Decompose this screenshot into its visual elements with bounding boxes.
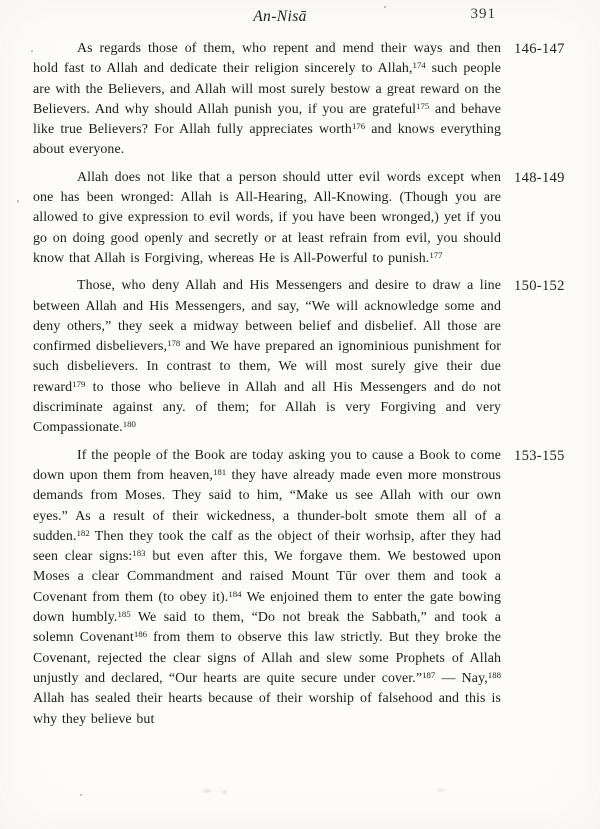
footnote-ref: 176 <box>351 121 366 132</box>
scan-speck <box>31 50 33 52</box>
paragraph-row <box>33 39 580 161</box>
paragraph-text: Allah does not like that a person should utter evil words except when one has been wronged: Allah is All-Hearing, All-Knowing. (Though you are allowed to give expression to evil words, if you have been wronged,) yet if you go on doing good openly and secretly or at least refrain from evil, you should know that Allah is Forgiving, whereas He is All-Powerful to punish.$^{177}$ <box>33 169 501 266</box>
verse-range-label: 150-152 <box>514 278 565 295</box>
footnote-ref: 174 <box>412 60 426 71</box>
paragraph-row <box>33 276 580 438</box>
verse-range-label: 153-155 <box>514 447 565 464</box>
surah-title: An-Nisā <box>253 8 307 25</box>
footnote-ref: 186 <box>133 629 148 640</box>
scan-speck <box>80 794 82 796</box>
scan-smudge <box>203 790 211 792</box>
footnote-ref: 180 <box>122 419 136 430</box>
footnote-ref: 175 <box>416 100 430 111</box>
page-number: 391 <box>470 6 496 22</box>
footnote-ref: 188 <box>487 669 501 680</box>
paragraph-text: As regards those of them, who repent and mend their ways and then hold fast to Allah and dedicate their religion sincerely to Allah,$^{174}$ such people are with the Believers, and Allah will most surely bestow a great reward on the Believers. And why should Allah punish you, if you are grateful$^{175}$ and behave like true Believers? For Allah fully appreciates worth$^{176}$ and knows everything about everyone. <box>33 41 501 158</box>
paragraph-row <box>33 168 580 269</box>
footnote-ref: 182 <box>76 527 90 538</box>
scan-smudge <box>222 791 227 793</box>
footnote-ref: 181 <box>212 466 227 477</box>
footnote-ref: 187 <box>422 669 436 680</box>
scan-speck <box>384 6 386 8</box>
scan-speck <box>17 200 19 203</box>
text-body <box>33 39 580 829</box>
footnote-ref: 184 <box>228 588 242 599</box>
footnote-ref: 178 <box>167 338 181 349</box>
verse-range-label: 148-149 <box>514 169 565 186</box>
footnote-ref: 183 <box>132 548 146 559</box>
footnote-ref: 179 <box>72 378 86 389</box>
footnote-ref: 185 <box>117 608 131 619</box>
paragraph-row <box>33 446 580 730</box>
footnote-ref: 177 <box>429 249 443 260</box>
paragraph-text: If the people of the Book are today asking you to cause a Book to come down upon them from heaven,$^{181}$ they have already made even more monstrous demands from Moses. They said to him, “Make us see Allah with our own eyes.” As a result of their wickedness, a thunder-bolt smote them all of a sudden.$^{182}$ Then they took the calf as the object of their worhsip, after they had seen clear signs:$^{183}$ but even after this, We forgave them. We bestowed upon Moses a clear Commandment and raised Mount Tūr over them and took a Covenant from them (to obey it).$^{184}$ We enjoined them to enter the gate bowing down humbly.$^{185}$ We said to them, “Do not break the Sabbath,” and took a solemn Covenant$^{186}$ from them to observe this law strictly. But they broke the Covenant, rejected the clear signs of Allah and slew some Prophets of Allah unjustly and declared, “Our hearts are quite secure under cover.”$^{187}$ — Nay,$^{188}$ Allah has sealed their hearts because of their worship of falsehood and this is why they believe but <box>33 447 502 727</box>
scan-smudge <box>437 789 444 791</box>
page-header <box>0 8 600 34</box>
paragraph-text: Those, who deny Allah and His Messengers and desire to draw a line between Allah and His Messengers, and say, “We will acknowledge some and deny others,” they seek a midway between belief and disbelief. All those are confirmed disbelievers,$^{178}$ and We have prepared an ignominious punishment for such disbelievers. In contrast to them, We will most surely give their due reward$^{179}$ to those who believe in Allah and all His Messengers and do not discriminate against any. of them; for Allah is very Forgiving and very Compassionate.$^{180}$ <box>33 278 501 436</box>
verse-range-label: 146-147 <box>514 41 565 57</box>
